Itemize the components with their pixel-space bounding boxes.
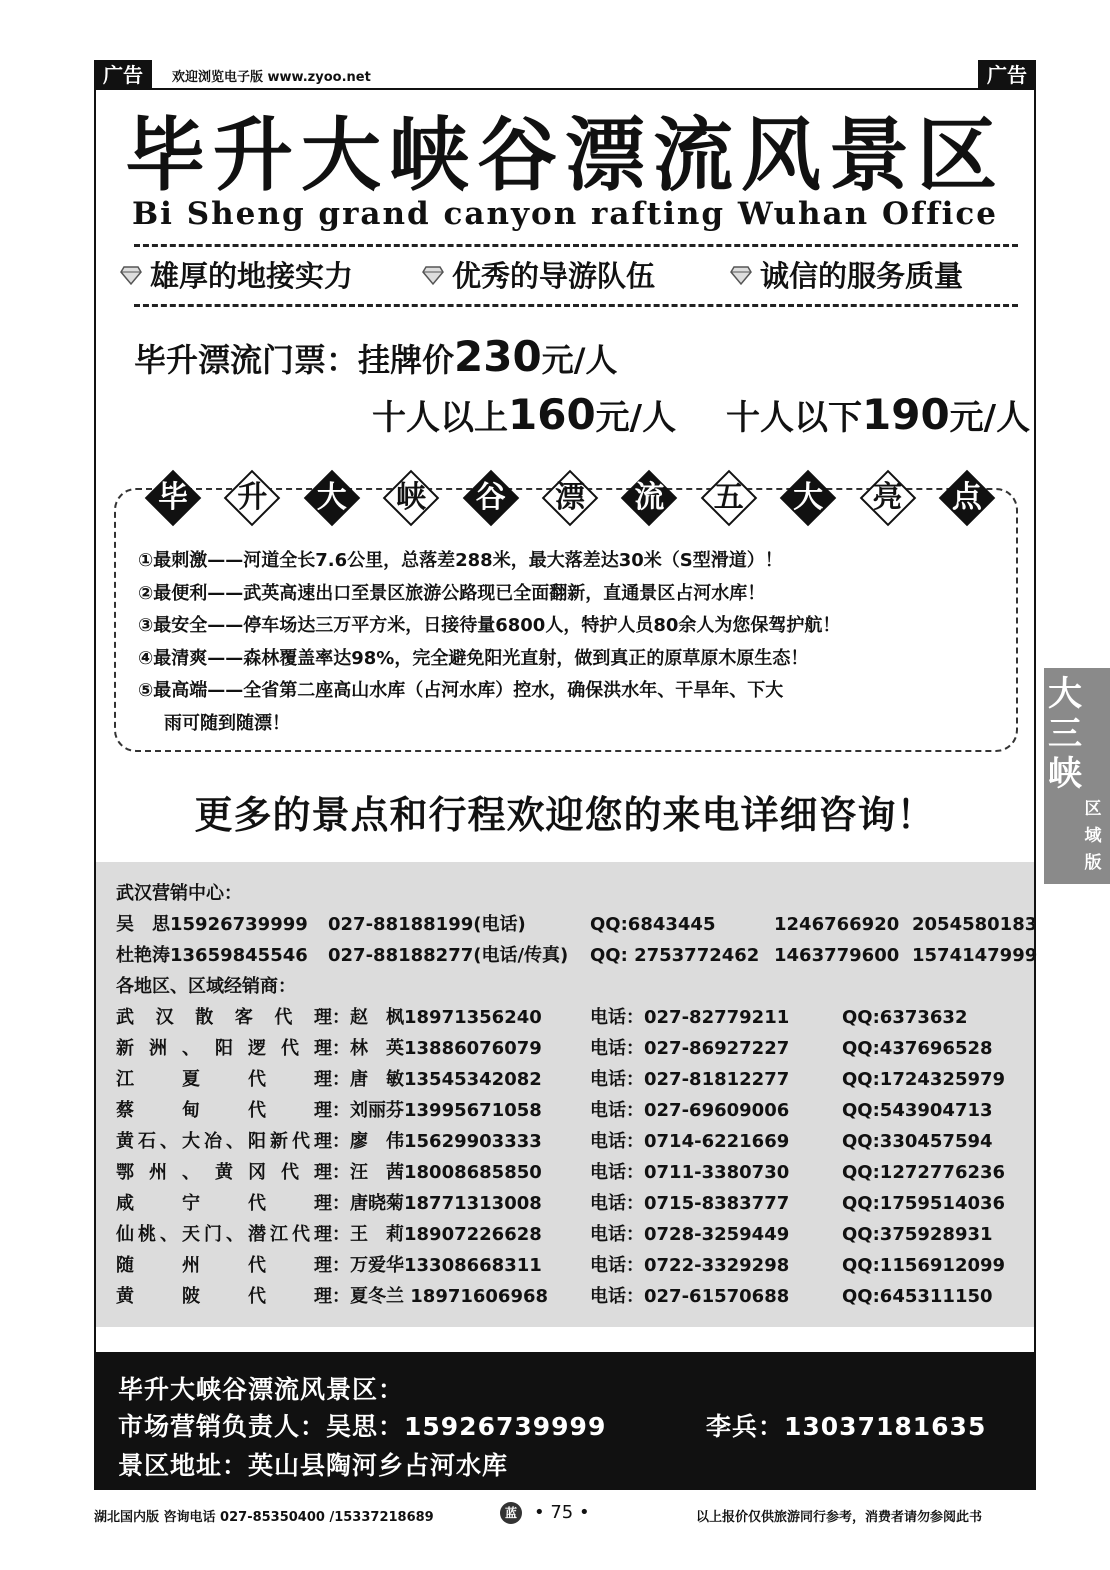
title-diamond: 谷	[463, 470, 519, 526]
under10-unit: 元/人	[949, 398, 1031, 438]
contact-qq: QQ:6843445	[590, 914, 716, 935]
dealer-region: 咸宁代理	[116, 1193, 332, 1214]
group-price-over10	[372, 390, 676, 439]
dealer-phone: 电话：027-82779211	[590, 1007, 790, 1028]
dealer-row	[116, 1157, 1034, 1188]
footer-badge: 蓝	[500, 1502, 522, 1524]
dealer-region: 江夏代理	[116, 1069, 332, 1090]
dealer-phone: 电话：0728-3259449	[590, 1224, 790, 1245]
dealer-phone: 电话：027-86927227	[590, 1038, 790, 1059]
contact-phone: 027-88188199(电话)	[328, 914, 526, 935]
feature-1	[120, 254, 353, 295]
dealer-person: ：廖 伟15629903333	[332, 1131, 542, 1152]
over10-price: 160	[508, 390, 596, 439]
feature-3-label: 诚信的服务质量	[760, 259, 964, 293]
dealer-person: ：万爱华13308668311	[332, 1255, 542, 1276]
feature-2	[422, 254, 655, 295]
title-diamond: 升	[224, 470, 280, 526]
over10-label: 十人以上	[372, 398, 508, 438]
dealer-phone: 电话：0714-6221669	[590, 1131, 790, 1152]
dealer-qq: QQ:543904713	[842, 1100, 993, 1121]
dealers-title-row	[116, 971, 1034, 1002]
dealer-region: 黄石、大冶、阳新代理	[116, 1131, 332, 1152]
dealer-person: ：唐晓菊18771313008	[332, 1193, 542, 1214]
side-tab-char: 版	[1084, 853, 1102, 873]
contact-qq: 1246766920	[774, 914, 900, 935]
dealer-person: ：夏冬兰 18971606968	[332, 1286, 549, 1307]
dealer-row	[116, 1064, 1034, 1095]
title-diamond: 漂	[542, 470, 598, 526]
title-diamond: 大	[304, 470, 360, 526]
highlight-item: ②最便利——武英高速出口至景区旅游公路现已全面翻新，直通景区占河水库！	[138, 582, 766, 604]
scenic-contact-block	[96, 1352, 1034, 1490]
page-subtitle: Bi Sheng grand canyon rafting Wuhan Office	[131, 196, 998, 232]
contact-qq: 1574147999	[912, 945, 1038, 966]
dealer-region: 新洲、阳逻代理	[116, 1038, 332, 1059]
dealer-qq: QQ:645311150	[842, 1286, 993, 1307]
dealer-region: 随州代理	[116, 1255, 332, 1276]
title-diamond: 大	[780, 470, 836, 526]
dealer-person: ：赵 枫18971356240	[332, 1007, 542, 1028]
list-price-unit: 元/人	[541, 341, 618, 379]
title-diamond: 毕	[145, 470, 201, 526]
diamond-icon	[120, 264, 142, 286]
side-tab-title: 大三峡	[1048, 674, 1082, 794]
dealer-qq: QQ:437696528	[842, 1038, 993, 1059]
dealer-person: ：刘丽芬13995671058	[332, 1100, 542, 1121]
dealer-row	[116, 1188, 1034, 1219]
inquiry-banner: 更多的景点和行程欢迎您的来电详细咨询！	[194, 793, 936, 837]
dealer-phone: 电话：027-81812277	[590, 1069, 790, 1090]
title-diamond: 峡	[383, 470, 439, 526]
feature-1-label: 雄厚的地接实力	[150, 259, 354, 293]
dealer-phone: 电话：0715-8383777	[590, 1193, 790, 1214]
dealer-region: 武汉散客代理	[116, 1007, 332, 1028]
side-tab-char: 域	[1084, 826, 1102, 846]
feature-2-label: 优秀的导游队伍	[452, 259, 656, 293]
dealer-region: 鄂州、黄冈代理	[116, 1162, 332, 1183]
contact-qq: 2054580183	[912, 914, 1038, 935]
dealer-qq: QQ:6373632	[842, 1007, 968, 1028]
dealer-row	[116, 1002, 1034, 1033]
over10-unit: 元/人	[595, 398, 677, 438]
ad-label-right: 广告	[978, 60, 1036, 90]
title-diamond: 点	[939, 470, 995, 526]
dealer-row	[116, 1126, 1034, 1157]
contacts-list	[116, 878, 1038, 1312]
highlight-item: ④最清爽——森林覆盖率达98%，完全避免阳光直射，做到真正的原草原木原生态！	[138, 647, 809, 669]
title-diamond: 五	[701, 470, 757, 526]
dealer-row	[116, 1033, 1034, 1064]
second-contact: 李兵：13037181635	[706, 1412, 987, 1441]
divider-top	[134, 244, 1018, 247]
divider-bottom	[134, 304, 1018, 307]
center-title-row	[116, 878, 1034, 909]
page-title: 毕升大峡谷漂流风景区	[125, 108, 1005, 202]
dealer-row	[116, 1219, 1034, 1250]
dealer-qq: QQ:1156912099	[842, 1255, 1006, 1276]
list-price: 230	[454, 332, 542, 381]
dealer-region: 仙桃、天门、潜江代理	[116, 1224, 332, 1245]
dealer-phone: 电话：027-69609006	[590, 1100, 790, 1121]
contact-phone: 027-88188277(电话/传真)	[328, 945, 569, 966]
footer-left: 湖北国内版 咨询电话 027-85350400 /15337218689	[94, 1510, 434, 1525]
dealer-person: ：唐 敏13545342082	[332, 1069, 542, 1090]
dealers-title: 各地区、区域经销商：	[116, 976, 296, 997]
dealer-phone: 电话：0722-3329298	[590, 1255, 790, 1276]
title-diamond: 亮	[860, 470, 916, 526]
highlight-item: ⑤最高端——全省第二座高山水库（占河水库）控水，确保洪水年、干旱年、下大	[138, 680, 784, 701]
dealer-row	[116, 1281, 1034, 1312]
diamond-icon	[730, 264, 752, 286]
diamond-icon	[422, 264, 444, 286]
center-row	[116, 909, 1038, 940]
scenic-address: 景区地址：英山县陶河乡占河水库	[118, 1451, 509, 1480]
page-number: • 75 •	[534, 1502, 590, 1523]
ad-label-left: 广告	[94, 60, 152, 90]
dealer-qq: QQ:1759514036	[842, 1193, 1006, 1214]
dealer-qq: QQ:1724325979	[842, 1069, 1006, 1090]
scenic-name: 毕升大峡谷漂流风景区：	[118, 1375, 405, 1404]
title-diamond: 流	[621, 470, 677, 526]
dealer-region: 黄陂代理	[116, 1286, 332, 1307]
dealer-qq: QQ:330457594	[842, 1131, 993, 1152]
highlight-item-continued: 雨可随到随漂！	[164, 712, 290, 734]
under10-price: 190	[862, 390, 950, 439]
contact-qq: QQ: 2753772462	[590, 945, 760, 966]
dealer-qq: QQ:375928931	[842, 1224, 993, 1245]
highlight-item: ①最刺激——河道全长7.6公里，总落差288米，最大落差达30米（S型滑道）！	[138, 550, 783, 571]
marketing-contact: 市场营销负责人：吴思：15926739999	[118, 1412, 607, 1441]
dealer-phone: 电话：027-61570688	[590, 1286, 790, 1307]
ticket-price-label: 毕升漂流门票：挂牌价	[134, 341, 455, 379]
dealer-region: 蔡甸代理	[116, 1100, 332, 1121]
dealer-row	[116, 1250, 1034, 1281]
highlight-item: ③最安全——停车场达三万平方米，日接待量6800人，特护人员80余人为您保驾护航！	[138, 615, 841, 636]
dealer-phone: 电话：0711-3380730	[590, 1162, 790, 1183]
dealer-qq: QQ:1272776236	[842, 1162, 1006, 1183]
dealer-person: ：汪 茜18008685850	[332, 1162, 542, 1183]
center-title: 武汉营销中心：	[116, 883, 242, 904]
contact-name: 吴 思15926739999	[116, 914, 308, 935]
dealer-row	[116, 1095, 1034, 1126]
under10-label: 十人以下	[726, 398, 862, 438]
contact-name: 杜艳涛13659845546	[116, 945, 308, 966]
side-tab-char: 区	[1084, 799, 1102, 819]
region-side-tab	[1044, 668, 1110, 884]
dealer-person: ：王 莉18907226628	[332, 1224, 542, 1245]
ticket-price-line	[134, 332, 617, 381]
highlights-list	[138, 545, 998, 740]
welcome-text: 欢迎浏览电子版 www.zyoo.net	[172, 70, 371, 85]
center-row	[116, 940, 1038, 971]
feature-3	[730, 254, 963, 295]
highlights-title	[145, 470, 995, 530]
footer-right: 以上报价仅供旅游同行参考，消费者请勿参阅此书	[696, 1510, 983, 1525]
contact-qq: 1463779600	[774, 945, 900, 966]
dealer-person: ：林 英13886076079	[332, 1038, 542, 1059]
group-price-under10	[726, 390, 1030, 439]
